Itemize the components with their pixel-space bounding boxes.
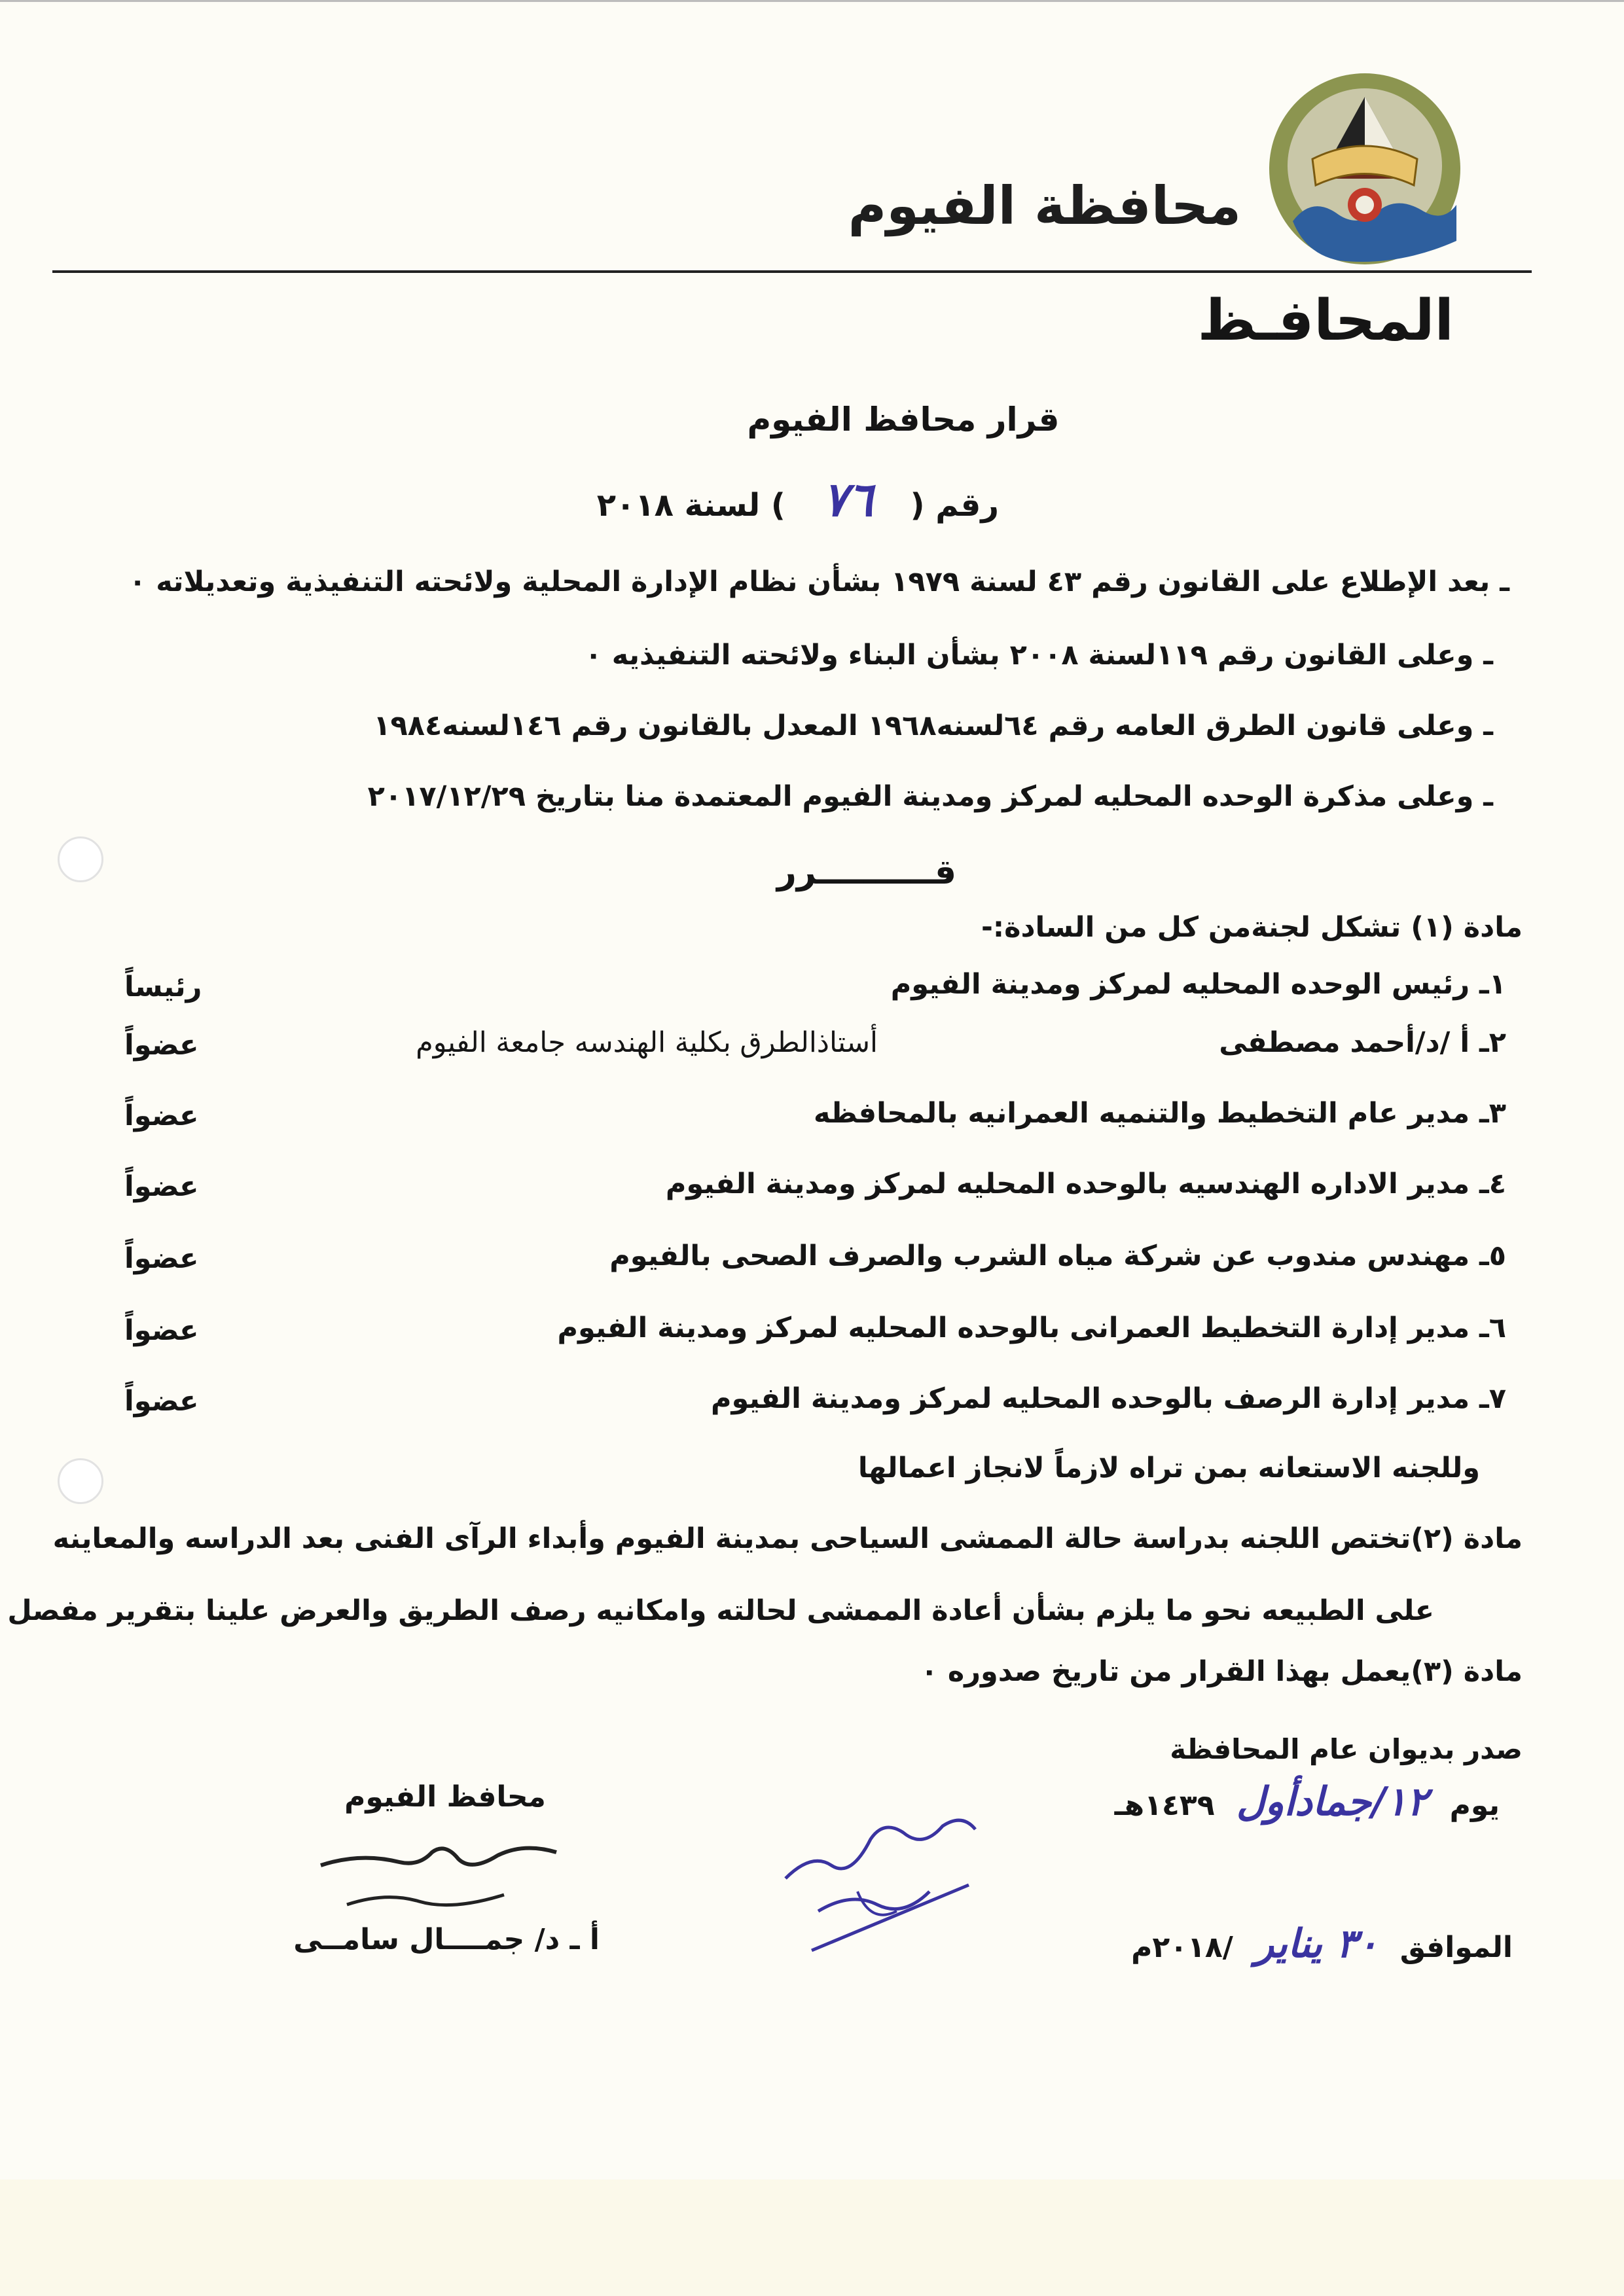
binder-hole-bottom: [58, 1458, 103, 1504]
member-3-role: عضواً: [124, 1100, 199, 1132]
paraph-signature: [772, 1793, 988, 1957]
binder-hole-top: [58, 836, 103, 882]
member-1: ١ـ رئيس الوحده المحليه لمركز ومدينة الفيوم: [890, 968, 1506, 1001]
member-4-role: عضواً: [124, 1170, 199, 1203]
page-bottom-margin: [0, 2179, 1624, 2296]
member-6-role: عضواً: [124, 1314, 199, 1347]
member-3: ٣ـ مدير عام التخطيط والتنميه العمرانيه بالمحافظه: [813, 1097, 1506, 1130]
issued-gregorian-line: [1131, 1921, 1513, 1967]
hijri-day-label: يوم: [1449, 1789, 1500, 1822]
member-2-detail: أستاذالطرق بكلية الهندسه جامعة الفيوم: [416, 1026, 878, 1059]
issued-hijri-line: [1115, 1779, 1500, 1825]
gregorian-year: /٢٠١٨م: [1131, 1931, 1233, 1964]
preamble-line-4: ـ وعلى مذكرة الوحده المحليه لمركز ومدينة الفيوم المعتمدة منا بتاريخ ٢٠١٧/١٢/٢٩: [367, 780, 1493, 813]
member-5-role: عضواً: [124, 1242, 199, 1275]
office-title: المحافـظ: [1197, 288, 1454, 353]
article2-line-2: على الطبيعه نحو ما يلزم بشأن أعادة الممشى لحالته وامكانيه رصف الطريق والعرض علينا بتقرير مفصل: [7, 1594, 1434, 1627]
signature-title: محافظ الفيوم: [344, 1780, 546, 1814]
governorate-name: محافظة الفيوم: [848, 175, 1241, 236]
hijri-year: ١٤٣٩هـ: [1114, 1789, 1215, 1822]
member-7: ٧ـ مدير إدارة الرصف بالوحده المحليه لمركز ومدينة الفيوم: [711, 1382, 1506, 1415]
header-rule: [52, 270, 1532, 273]
decree-number: ٧٦: [822, 471, 873, 527]
preamble-line-1: ـ بعد الإطلاع على القانون رقم ٤٣ لسنة ١٩٧٩ بشأن نظام الإدارة المحلية ولائحته التنفيذية وتعديلاته ٠: [129, 565, 1509, 598]
gregorian-label: الموافق: [1399, 1931, 1513, 1964]
member-5: ٥ـ مهندس مندوب عن شركة مياه الشرب والصرف الصحى بالفيوم: [609, 1240, 1506, 1272]
member-7-role: عضواً: [124, 1385, 199, 1418]
decree-number-suffix: ) لسنة ٢٠١٨: [596, 487, 785, 524]
governor-signature: [308, 1826, 569, 1924]
member-6: ٦ـ مدير إدارة التخطيط العمرانى بالوحده المحليه لمركز ومدينة الفيوم: [557, 1312, 1506, 1344]
member-2: ٢ـ أ /د/أحمد مصطفى: [1219, 1026, 1506, 1059]
preamble-line-2: ـ وعلى القانون رقم ١١٩لسنة ٢٠٠٨ بشأن البناء ولائحته التنفيذيه ٠: [585, 639, 1493, 672]
member-4: ٤ـ مدير الاداره الهندسيه بالوحده المحليه لمركز ومدينة الفيوم: [665, 1168, 1506, 1200]
decides-heading: قــــــــــرر: [776, 853, 956, 892]
article2-line-1: مادة (٢)تختص اللجنه بدراسة حالة الممشى السياحى بمدينة الفيوم وأبداء الرآى الفنى بعد الدراسه والمعاينه: [52, 1522, 1523, 1555]
article1-intro: مادة (١) تشكل لجنةمن كل من السادة:-: [981, 911, 1523, 944]
article1-note: وللجنه الاستعانه بمن تراه لازماً لانجاز اعمالها: [857, 1452, 1480, 1484]
issued-place: صدر بديوان عام المحافظة: [1170, 1733, 1523, 1765]
governorate-logo: [1267, 71, 1463, 267]
hijri-date-handwritten: ١٢/جمادأول: [1236, 1779, 1428, 1825]
governor-printed-name: أ ـ د/ جمــــال سامــى: [293, 1923, 600, 1956]
decree-number-line: [597, 471, 999, 527]
member-1-role: رئيساً: [124, 971, 202, 1003]
decree-title: قرار محافظ الفيوم: [747, 401, 1060, 439]
decree-number-prefix: رقم (: [910, 487, 999, 524]
member-2-role: عضواً: [124, 1029, 199, 1062]
article3: مادة (٣)يعمل بهذا القرار من تاريخ صدوره ٠: [920, 1655, 1523, 1688]
page-top-edge: [0, 0, 1624, 2]
preamble-line-3: ـ وعلى قانون الطرق العامه رقم ٦٤لسنه١٩٦٨ المعدل بالقانون رقم ١٤٦لسنه١٩٨٤: [373, 709, 1493, 742]
gregorian-date-handwritten: ٣٠ يناير: [1255, 1921, 1379, 1967]
